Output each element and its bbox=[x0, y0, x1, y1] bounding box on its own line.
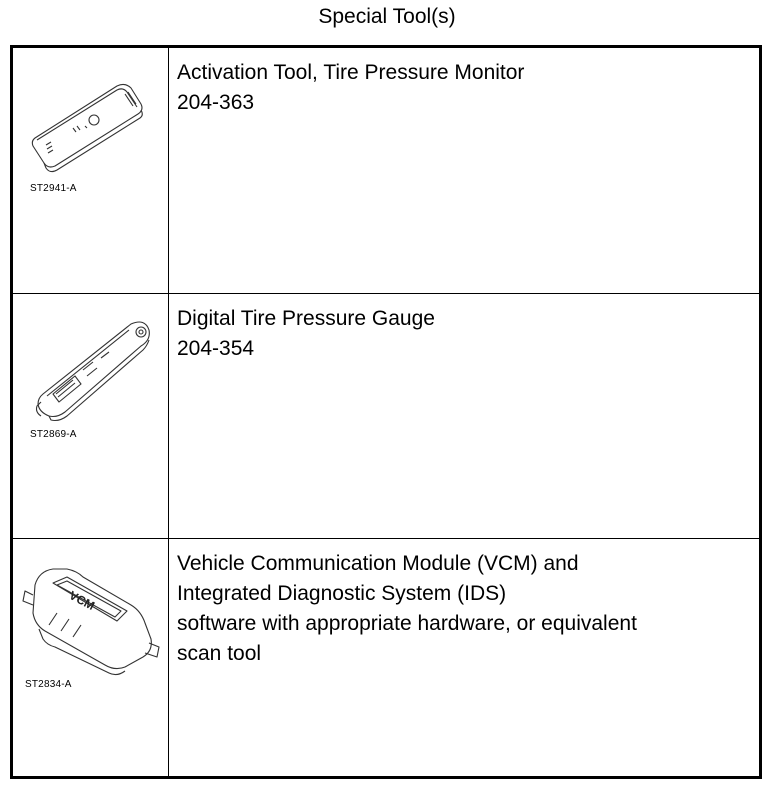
tool-name: Vehicle Communication Module (VCM) and bbox=[177, 552, 579, 575]
vcm-module-icon bbox=[13, 539, 169, 779]
tool-name: Digital Tire Pressure Gauge bbox=[177, 307, 435, 330]
tool-name-line: software with appropriate hardware, or equivalent bbox=[177, 612, 637, 635]
tool-name-line: scan tool bbox=[177, 642, 262, 665]
page-title: Special Tool(s) bbox=[318, 5, 456, 28]
tool-name: Activation Tool, Tire Pressure Monitor bbox=[177, 61, 525, 84]
tool-image-cell bbox=[13, 48, 169, 293]
tool-image-code: ST2869-A bbox=[30, 429, 77, 440]
tool-description bbox=[169, 294, 759, 538]
activation-tool-icon bbox=[13, 48, 169, 294]
tool-name-line: Integrated Diagnostic System (IDS) bbox=[177, 582, 507, 605]
tool-image-code: ST2941-A bbox=[30, 183, 77, 194]
tool-row bbox=[13, 48, 759, 294]
tool-image-cell bbox=[13, 539, 169, 776]
tool-row bbox=[13, 539, 759, 776]
tool-description bbox=[169, 539, 759, 776]
tool-image-code: ST2834-A bbox=[25, 679, 72, 690]
tool-description bbox=[169, 48, 759, 293]
tool-number: 204-354 bbox=[177, 337, 255, 360]
tool-image-cell bbox=[13, 294, 169, 538]
tool-number: 204-363 bbox=[177, 91, 255, 114]
special-tools-table bbox=[10, 45, 762, 779]
vcm-device-label: VCM bbox=[66, 588, 98, 614]
tool-row bbox=[13, 294, 759, 539]
tire-pressure-gauge-icon bbox=[13, 294, 169, 539]
